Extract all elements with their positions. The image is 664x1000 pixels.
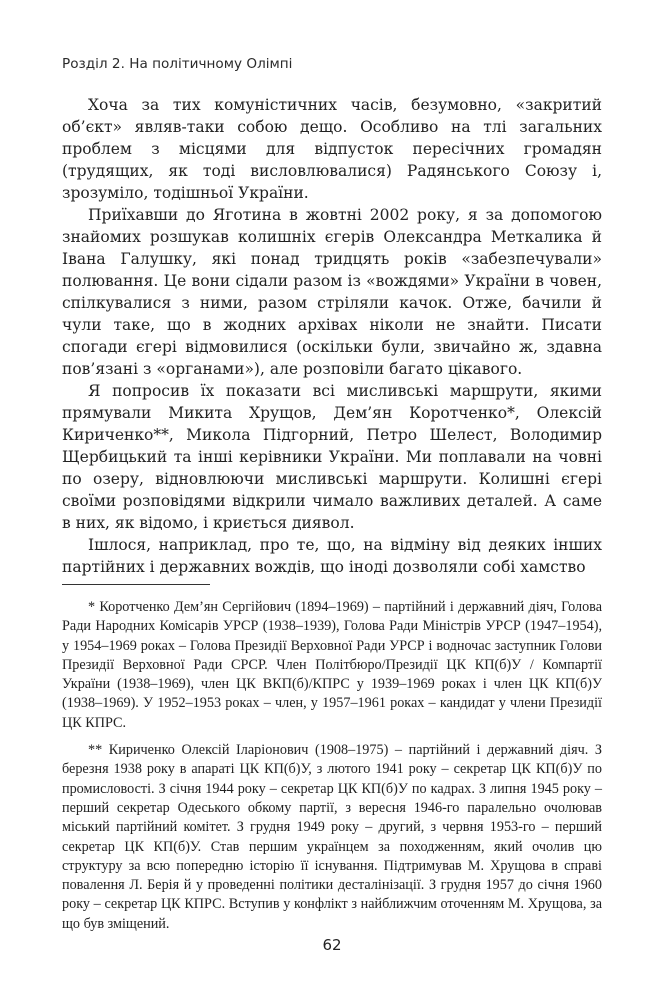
body-paragraph: Я попросив їх показати всі мисливські маршрути, якими прямували Микита Хрущов, Дем’ян Коротченко*, Олексій Кириченко**, Микола Підгорний, Петро Шелест, Володимир Щербицький та інші керівники України. Ми поплавали на човні по озеру, відновлюючи мисливські маршрути. Колишні єгері своїми розповідями відкрили чимало важливих деталей. А саме в них, як відомо, і криється диявол. (62, 382, 602, 532)
footnotes (62, 598, 602, 942)
footnote-kyrychenko: ** Кириченко Олексій Іларіонович (1908–1975) – партійний і державний діяч. З березня 1938 року в апараті ЦК КП(б)У, з лютого 1941 року – секретар ЦК КП(б)У по промисловості. З січня 1944 року – секретар ЦК КП(б)У по кадрах. З липня 1945 року – перший секретар Одеського обкому партії, з вересня 1946-го паралельно очолював міський партійний комітет. З грудня 1949 року – другий, з червня 1953-го – перший секретар ЦК КП(б)У. Став першим українцем за походженням, який очолив цю структуру за всю попередню історію її існування. Підтримував М. Хрущова в справі повалення Л. Берія й у проведенні політики десталінізації. З грудня 1957 до січня 1960 року – секретар ЦК КПРС. Вступив у конфлікт з найближчим оточенням М. Хрущова, за що був зміщений. (62, 742, 602, 932)
running-header: Розділ 2. На політичному Олімпі (62, 56, 293, 72)
body-paragraph: Хоча за тих комуністичних часів, безумовно, «закритий об’єкт» являв-таки собою дещо. Особливо на тлі загальних проблем з місцями для відпусток пересічних громадян (трудящих, як тоді висловлювалися) Радянського Союзу і, зрозуміло, тодішньої України. (62, 96, 602, 202)
body-paragraph: Ішлося, наприклад, про те, що, на відміну від деяких інших партійних і державних вождів, що іноді дозволяли собі хамство (62, 536, 602, 576)
body-paragraph: Приїхавши до Яготина в жовтні 2002 року, я за допомогою знайомих розшукав колишніх єгерів Олександра Меткалика й Івана Галушку, які понад тридцять років «забезпечували» полювання. Це вони сідали разом із «вождями» України в човен, спілкувалися з ними, разом стріляли качок. Отже, бачили й чули таке, що в жодних архівах ніколи не знайти. Писати спогади єгері відмовилися (оскільки були, звичайно ж, здавна пов’язані з «органами»), але розповіли багато цікавого. (62, 206, 602, 378)
footnote-korotchenko: * Коротченко Дем’ян Сергійович (1894–1969) – партійний і державний діяч, Голова Ради Народних Комісарів УРСР (1938–1939), Голова Ради Міністрів УРСР (1947–1954), у 1954–1969 роках – Голова Президії Верховної Ради УРСР і водночас заступник Голови Президії Верховної Ради СРСР. Член Політбюро/Президії ЦК КП(б)У / Компартії України (1938–1969), член ЦК ВКП(б)/КПРС у 1939–1969 роках і член ЦК КП(б)У (1938–1969). У 1952–1953 роках – член, у 1957–1961 роках – кандидат у члени Президії ЦК КПРС. (62, 599, 602, 731)
main-text (62, 94, 602, 578)
footnote-divider (62, 584, 210, 585)
page-number: 62 (322, 936, 342, 954)
